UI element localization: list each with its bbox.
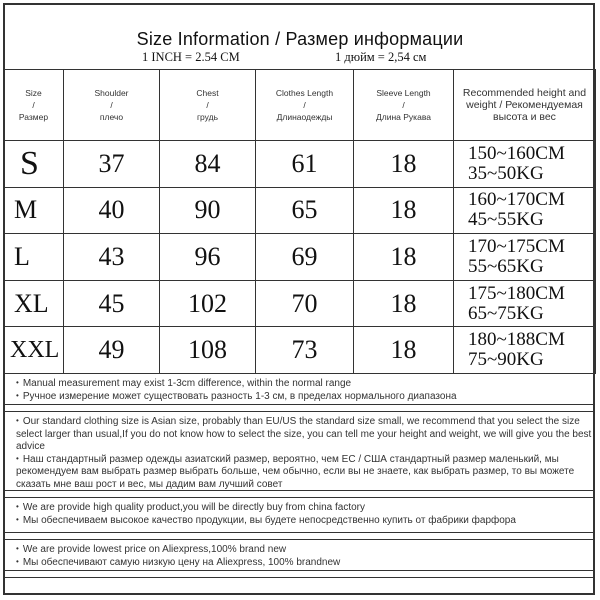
size-label: M: [4, 187, 64, 234]
table-row: [4, 327, 596, 374]
table-row: [4, 187, 596, 234]
recommended-value: [454, 141, 596, 188]
recommended-value: [454, 327, 596, 374]
chest-value: 102: [160, 280, 256, 327]
shoulder-value: 40: [64, 187, 160, 234]
shoulder-value: 49: [64, 327, 160, 374]
column-header-recommended: Recommended height and weight / Рекомендуемая высота и вес: [454, 70, 596, 141]
weight-range: 65~75KG: [468, 302, 544, 324]
size-label: XXL: [4, 327, 64, 374]
note-text-en: • Our standard clothing size is Asian size, probably than EU/US the standard size small, we recommend that you select the size select larger than usual,If you do not know how to select the size, you can tell me your height and weight, we will give you the best advice: [16, 416, 594, 454]
chest-value: 84: [160, 141, 256, 188]
column-header-clothes-length: Clothes Length / Длинаодежды: [256, 70, 354, 141]
sleeve-length-value: 18: [354, 280, 454, 327]
chest-value: 96: [160, 234, 256, 281]
height-range: 170~175CM: [468, 235, 565, 257]
clothes-length-value: 69: [256, 234, 354, 281]
sleeve-length-value: 18: [354, 234, 454, 281]
height-range: 160~170CM: [468, 189, 565, 211]
measurement-note: [3, 373, 595, 405]
weight-range: 55~65KG: [468, 255, 544, 277]
asian-size-note: [3, 411, 595, 491]
clothes-length-value: 70: [256, 280, 354, 327]
page-title: Size Information / Размер информации: [136, 29, 464, 49]
note-text-ru: • Ручное измерение может существовать разность 1-3 см, в пределах нормального диапазона: [16, 391, 594, 404]
price-note: [3, 539, 595, 571]
inch-conversion-en: 1 INCH = 2.54 CM: [142, 50, 240, 64]
table-row: [4, 141, 596, 188]
clothes-length-value: 61: [256, 141, 354, 188]
size-label: XL: [4, 280, 64, 327]
size-table: [3, 69, 596, 374]
chest-value: 90: [160, 187, 256, 234]
sleeve-length-value: 18: [354, 141, 454, 188]
chest-value: 108: [160, 327, 256, 374]
column-header-shoulder: Shoulder / плечо: [64, 70, 160, 141]
inch-conversion: [5, 50, 595, 64]
quality-note: [3, 497, 595, 533]
weight-range: 45~55KG: [468, 209, 544, 231]
note-text-ru: • Мы обеспечивают самую низкую цену на Aliexpress, 100% brandnew: [16, 557, 594, 570]
height-range: 180~188CM: [468, 329, 565, 351]
weight-range: 75~90KG: [468, 349, 544, 371]
inch-conversion-ru: 1 дюйм = 2,54 см: [335, 50, 427, 64]
height-range: 175~180CM: [468, 282, 565, 304]
shoulder-value: 37: [64, 141, 160, 188]
chart-header: [5, 28, 595, 70]
sleeve-length-value: 18: [354, 327, 454, 374]
height-range: 150~160CM: [468, 142, 565, 164]
table-header-row: [4, 70, 596, 141]
clothes-length-value: 73: [256, 327, 354, 374]
column-header-sleeve-length: Sleeve Length / Длина Рукава: [354, 70, 454, 141]
column-header-chest: Chest / грудь: [160, 70, 256, 141]
sleeve-length-value: 18: [354, 187, 454, 234]
shoulder-value: 43: [64, 234, 160, 281]
column-header-size: Size / Размер: [4, 70, 64, 141]
table-row: [4, 234, 596, 281]
note-text-ru: • Мы обеспечиваем высокое качество продукции, вы будете непосредственно купить от фабрики фарфора: [16, 515, 594, 528]
note-text-en: • Manual measurement may exist 1-3cm difference, within the normal range: [16, 378, 594, 391]
table-row: [4, 280, 596, 327]
size-label: L: [4, 234, 64, 281]
note-text-ru: • Наш стандартный размер одежды азиатский размер, вероятно, чем ЕС / США стандартный размер маленький, мы рекомендуем вам выбрать размер выбрать больше, чем обычно, если вы не знаете, как выбрать размер, то вы можете сказать мне ваш рост и вес, мы дадим вам лучший совет: [16, 454, 594, 492]
recommended-value: [454, 234, 596, 281]
empty-bottom-box: [3, 577, 595, 595]
recommended-value: [454, 280, 596, 327]
note-text-en: • We are provide lowest price on Aliexpress,100% brand new: [16, 544, 594, 557]
weight-range: 35~50KG: [468, 162, 544, 184]
shoulder-value: 45: [64, 280, 160, 327]
note-text-en: • We are provide high quality product,you will be directly buy from china factory: [16, 502, 594, 515]
size-label: S: [4, 141, 64, 188]
clothes-length-value: 65: [256, 187, 354, 234]
recommended-value: [454, 187, 596, 234]
